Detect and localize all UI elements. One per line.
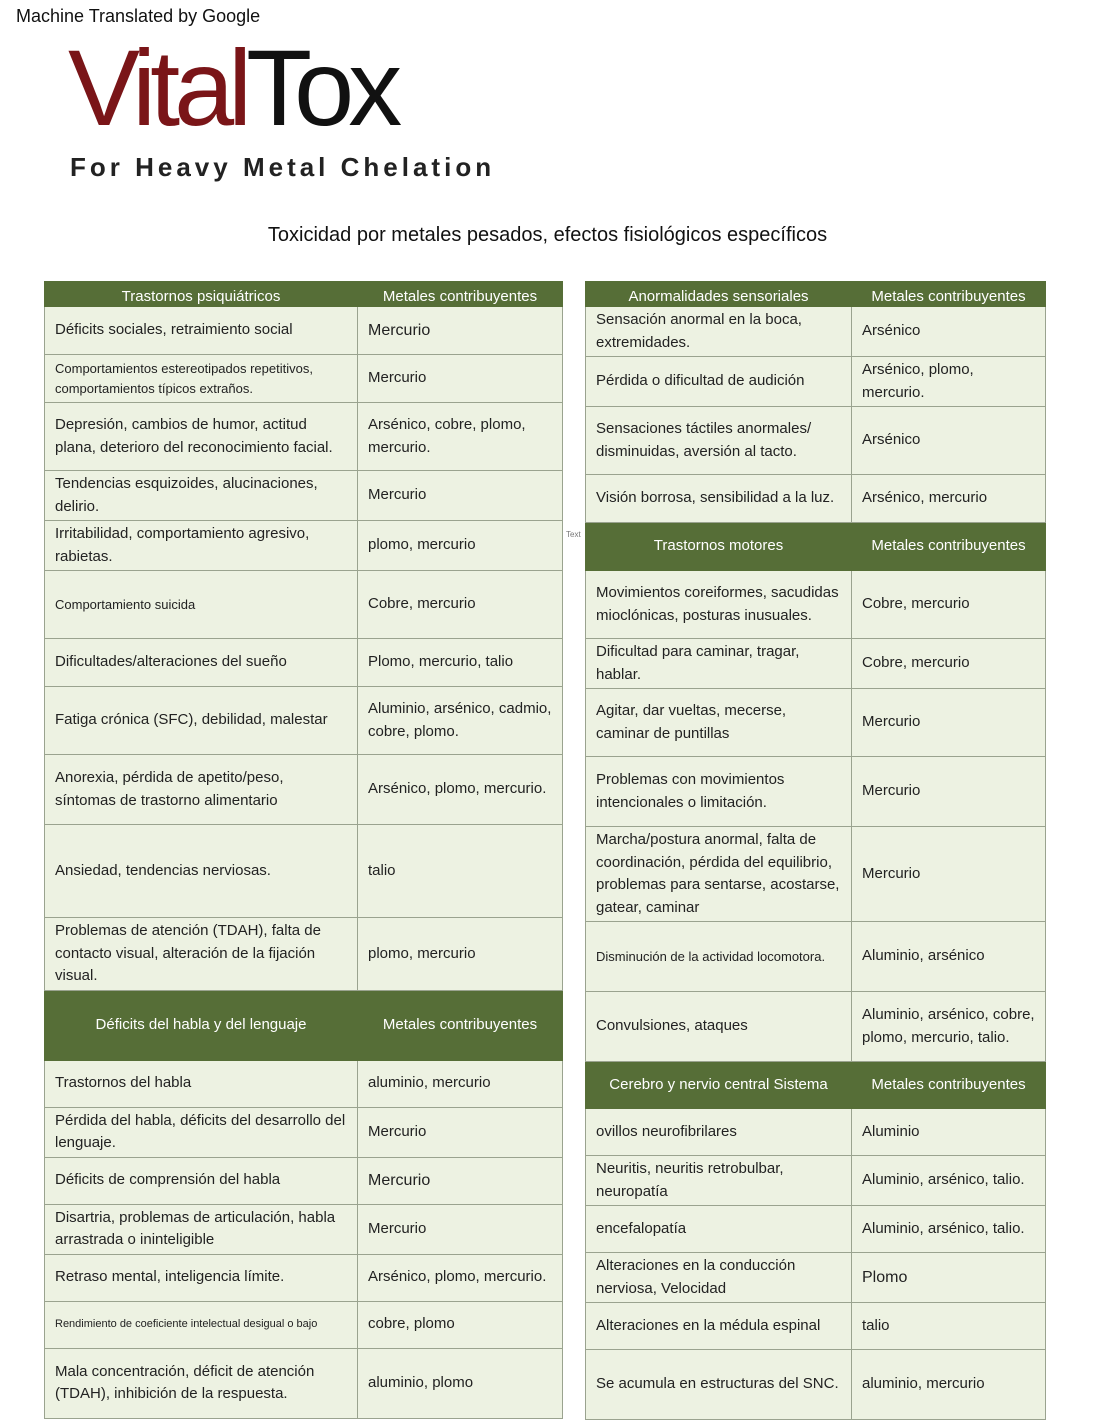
table-row [45,825,563,918]
effect-cell: Neuritis, neuritis retrobulbar, neuropatía [586,1156,852,1206]
metals-cell: Aluminio, arsénico [852,922,1046,992]
table-row [586,1206,1046,1253]
table-row [45,571,563,639]
effect-cell: Ansiedad, tendencias nerviosas. [45,825,358,918]
metals-cell: Aluminio, arsénico, talio. [852,1156,1046,1206]
effect-cell: Depresión, cambios de humor, actitud plana, deterioro del reconocimiento facial. [45,403,358,471]
table-row [45,1157,563,1204]
metals-cell: Aluminio, arsénico, talio. [852,1206,1046,1253]
effect-cell: Movimientos coreiformes, sacudidas mioclónicas, posturas inusuales. [586,571,852,639]
metals-cell: Mercurio [852,689,1046,757]
effect-cell: Visión borrosa, sensibilidad a la luz. [586,475,852,523]
effect-cell: Agitar, dar vueltas, mecerse, caminar de puntillas [586,689,852,757]
table-row [45,1348,563,1418]
effect-cell: Anorexia, pérdida de apetito/peso, síntomas de trastorno alimentario [45,755,358,825]
metals-cell: Mercurio [358,307,563,355]
effect-cell: Alteraciones en la médula espinal [586,1303,852,1350]
column-header: Metales contribuyentes [852,282,1046,307]
section-header-row [586,1062,1046,1109]
table-row [45,403,563,471]
effect-cell: Déficits sociales, retraimiento social [45,307,358,355]
table-row [586,1109,1046,1156]
table-row [586,827,1046,922]
metals-cell: Aluminio [852,1109,1046,1156]
effect-cell: Irritabilidad, comportamiento agresivo, rabietas. [45,521,358,571]
logo-word-vital: Vital [68,27,247,148]
table-row [45,1204,563,1254]
section-header-row [586,523,1046,571]
table-row [586,1303,1046,1350]
section-header: Cerebro y nervio central Sistema [586,1062,852,1109]
table-row [45,755,563,825]
table-row [45,1254,563,1301]
effect-cell: Pérdida del habla, déficits del desarrollo del lenguaje. [45,1107,358,1157]
metals-cell: talio [358,825,563,918]
logo-wordmark [68,27,397,148]
table-row [45,918,563,991]
section-header: Anormalidades sensoriales [586,282,852,307]
effect-cell: Comportamiento suicida [45,571,358,639]
section-header: Déficits del habla y del lenguaje [45,990,358,1060]
metals-cell: plomo, mercurio [358,521,563,571]
metals-cell: Arsénico, plomo, mercurio. [358,1254,563,1301]
section-header-row [45,990,563,1060]
table-row [45,471,563,521]
metals-cell: Aluminio, arsénico, cadmio, cobre, plomo. [358,687,563,755]
metals-cell: talio [852,1303,1046,1350]
section-header: Trastornos psiquiátricos [45,282,358,307]
table-row [586,307,1046,357]
metals-cell: Cobre, mercurio [852,571,1046,639]
left-table [44,281,563,1419]
table-row [45,521,563,571]
effect-cell: ovillos neurofibrilares [586,1109,852,1156]
table-row [586,407,1046,475]
column-header: Metales contribuyentes [852,1062,1046,1109]
right-table [585,281,1046,1420]
table-row [586,475,1046,523]
logo-word-tox: Tox [246,27,397,148]
metals-cell: Mercurio [852,757,1046,827]
table-row [45,1060,563,1107]
metals-cell: Arsénico, plomo, mercurio. [358,755,563,825]
table-row [586,357,1046,407]
table-row [45,307,563,355]
table-row [586,757,1046,827]
effect-cell: Mala concentración, déficit de atención (TDAH), inhibición de la respuesta. [45,1348,358,1418]
effect-cell: Déficits de comprensión del habla [45,1157,358,1204]
effect-cell: Se acumula en estructuras del SNC. [586,1350,852,1420]
metals-cell: aluminio, mercurio [852,1350,1046,1420]
metals-cell: aluminio, plomo [358,1348,563,1418]
metals-cell: Arsénico [852,407,1046,475]
metals-cell: Arsénico, cobre, plomo, mercurio. [358,403,563,471]
table-row [45,639,563,687]
effect-cell: Convulsiones, ataques [586,992,852,1062]
metals-cell: plomo, mercurio [358,918,563,991]
vitaltox-logo [68,27,496,192]
translation-banner: Machine Translated by Google [16,6,261,26]
effect-cell: Trastornos del habla [45,1060,358,1107]
section-header-row [586,282,1046,307]
effect-cell: Sensaciones táctiles anormales/ disminuidas, aversión al tacto. [586,407,852,475]
table-row [586,639,1046,689]
table-row [45,1107,563,1157]
table-row [586,689,1046,757]
column-header: Metales contribuyentes [852,523,1046,571]
metals-cell: Plomo, mercurio, talio [358,639,563,687]
metals-cell: Arsénico, plomo, mercurio. [852,357,1046,407]
metals-cell: Mercurio [358,1157,563,1204]
effect-cell: Dificultades/alteraciones del sueño [45,639,358,687]
table-row [586,922,1046,992]
effect-cell: Problemas con movimientos intencionales o limitación. [586,757,852,827]
metals-cell: cobre, plomo [358,1301,563,1348]
table-row [586,1156,1046,1206]
metals-cell: Cobre, mercurio [852,639,1046,689]
metals-cell: Mercurio [358,1204,563,1254]
table-row [586,992,1046,1062]
effect-cell: Disminución de la actividad locomotora. [586,922,852,992]
effect-cell: Disartria, problemas de articulación, habla arrastrada o ininteligible [45,1204,358,1254]
effect-cell: Comportamientos estereotipados repetitivos, comportamientos típicos extraños. [45,355,358,403]
metals-cell: Mercurio [358,355,563,403]
effect-cell: Tendencias esquizoides, alucinaciones, delirio. [45,471,358,521]
section-header: Trastornos motores [586,523,852,571]
metals-cell: Plomo [852,1253,1046,1303]
effect-cell: Alteraciones en la conducción nerviosa, Velocidad [586,1253,852,1303]
side-note: Text [566,530,581,539]
metals-cell: Aluminio, arsénico, cobre, plomo, mercurio, talio. [852,992,1046,1062]
metals-cell: Cobre, mercurio [358,571,563,639]
table-row [45,1301,563,1348]
table-row [586,1350,1046,1420]
effect-cell: Marcha/postura anormal, falta de coordinación, pérdida del equilibrio, problemas para sentarse, acostarse, gatear, caminar [586,827,852,922]
effect-cell: Fatiga crónica (SFC), debilidad, malestar [45,687,358,755]
logo-tagline: For Heavy Metal Chelation [70,152,496,182]
metals-cell: aluminio, mercurio [358,1060,563,1107]
metals-cell: Mercurio [852,827,1046,922]
effect-cell: Retraso mental, inteligencia límite. [45,1254,358,1301]
document-title: Toxicidad por metales pesados, efectos fisiológicos específicos [267,224,828,246]
table-row [45,687,563,755]
effect-cell: encefalopatía [586,1206,852,1253]
effect-cell: Problemas de atención (TDAH), falta de contacto visual, alteración de la fijación visual. [45,918,358,991]
effect-cell: Pérdida o dificultad de audición [586,357,852,407]
table-row [586,571,1046,639]
metals-cell: Arsénico, mercurio [852,475,1046,523]
metals-cell: Arsénico [852,307,1046,357]
effect-cell: Sensación anormal en la boca, extremidades. [586,307,852,357]
metals-cell: Mercurio [358,1107,563,1157]
metals-cell: Mercurio [358,471,563,521]
table-row [586,1253,1046,1303]
effect-cell: Rendimiento de coeficiente intelectual desigual o bajo [45,1301,358,1348]
effect-cell: Dificultad para caminar, tragar, hablar. [586,639,852,689]
section-header-row [45,282,563,307]
column-header: Metales contribuyentes [358,990,563,1060]
table-row [45,355,563,403]
column-header: Metales contribuyentes [358,282,563,307]
